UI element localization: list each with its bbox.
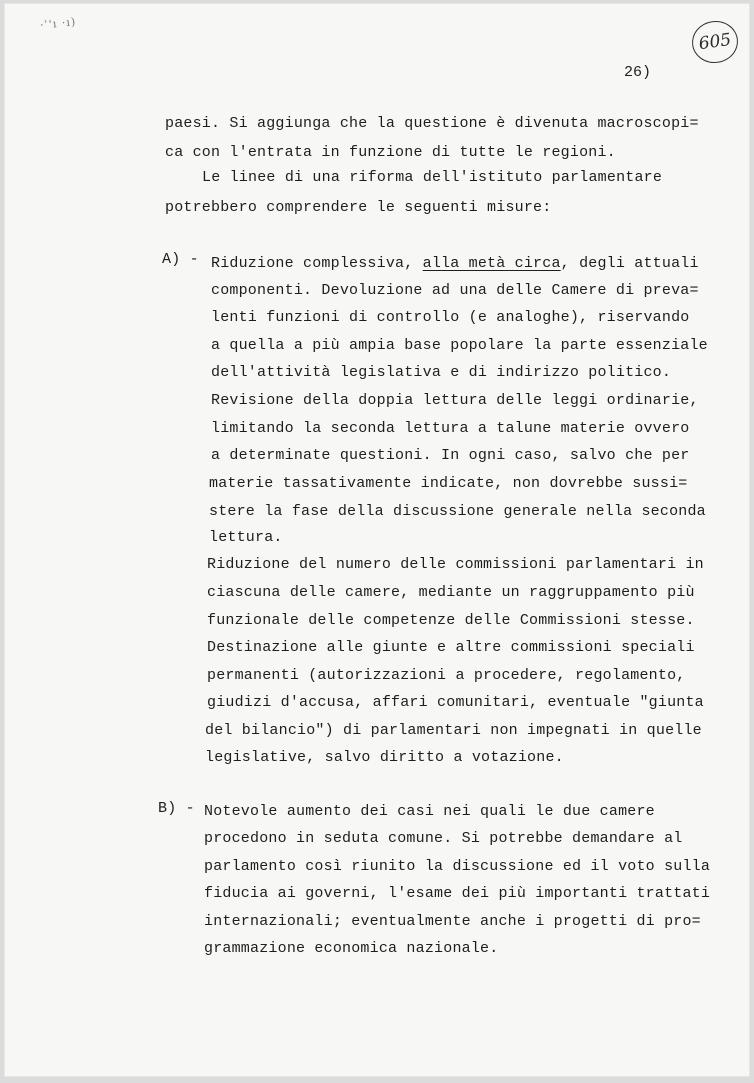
text-line: Riduzione del numero delle commissioni parlamentari in: [207, 556, 704, 573]
section-a-marker: A) -: [162, 251, 199, 268]
archive-stamp: 605: [689, 18, 740, 66]
text-line: giudizi d'accusa, affari comunitari, eventuale "giunta: [207, 694, 704, 711]
text-line: ca con l'entrata in funzione di tutte le regioni.: [165, 144, 616, 161]
underlined-phrase: alla metà circa: [422, 255, 561, 272]
text-span: , degli attuali: [560, 255, 699, 272]
text-line: grammazione economica nazionale.: [204, 940, 499, 957]
text-line: Le linee di una riforma dell'istituto parlamentare: [202, 169, 663, 186]
text-line: procedono in seduta comune. Si potrebbe demandare al: [204, 830, 683, 847]
text-line: a determinate questioni. In ogni caso, salvo che per: [211, 447, 690, 464]
section-a-first-line: [211, 255, 699, 272]
text-line: paesi. Si aggiunga che la questione è divenuta macroscopi=: [165, 115, 699, 132]
text-line: dell'attività legislativa e di indirizzo politico.: [211, 364, 672, 381]
text-line: lettura.: [209, 529, 283, 546]
text-line: parlamento così riunito la discussione ed il voto sulla: [204, 858, 711, 875]
section-b-marker: B) -: [158, 800, 195, 817]
text-line: funzionale delle competenze delle Commissioni stesse.: [207, 612, 695, 629]
document-page: [4, 3, 750, 1077]
text-line: legislative, salvo diritto a votazione.: [205, 749, 564, 766]
text-line: lenti funzioni di controllo (e analoghe), riservando: [211, 309, 690, 326]
page-number: 26): [624, 64, 652, 81]
text-line: ciascuna delle camere, mediante un raggruppamento più: [207, 584, 695, 601]
text-line: Notevole aumento dei casi nei quali le due camere: [204, 803, 655, 820]
text-line: materie tassativamente indicate, non dovrebbe sussi=: [209, 475, 688, 492]
text-line: internazionali; eventualmente anche i progetti di pro=: [204, 913, 701, 930]
text-line: fiducia ai governi, l'esame dei più importanti trattati: [204, 885, 711, 902]
text-line: permanenti (autorizzazioni a procedere, regolamento,: [207, 667, 686, 684]
text-line: a quella a più ampia base popolare la parte essenziale: [211, 337, 708, 354]
text-line: Destinazione alle giunte e altre commissioni speciali: [207, 639, 695, 656]
text-line: Revisione della doppia lettura delle leggi ordinarie,: [211, 392, 699, 409]
text-line: componenti. Devoluzione ad una delle Camere di preva=: [211, 282, 699, 299]
text-line: limitando la seconda lettura a talune materie ovvero: [211, 420, 690, 437]
text-line: del bilancio") di parlamentari non impegnati in quelle: [205, 722, 702, 739]
text-line: stere la fase della discussione generale nella seconda: [209, 503, 706, 520]
text-line: potrebbero comprendere le seguenti misure:: [165, 199, 552, 216]
text-span: Riduzione complessiva,: [211, 255, 423, 272]
margin-scribble: ·ʾ'ı ·ı): [39, 15, 77, 32]
